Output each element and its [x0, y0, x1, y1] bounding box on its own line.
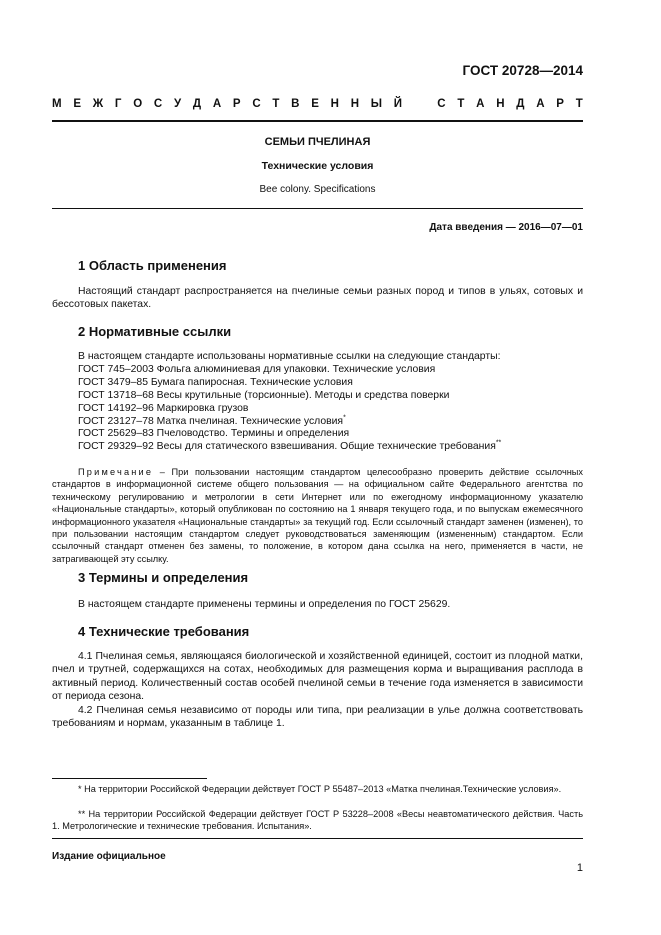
document-code: ГОСТ 20728—2014 — [462, 63, 583, 78]
reference-item: ГОСТ 29329–92 Весы для статического взвешивания. Общие технические требования** — [78, 439, 502, 453]
banner-letter: Т — [575, 98, 583, 110]
normative-references-list — [78, 351, 583, 454]
banner-letter: В — [291, 98, 300, 110]
banner-letter: У — [173, 98, 182, 110]
reference-item: ГОСТ 745–2003 Фольга алюминиевая для упаковки. Технические условия — [78, 363, 436, 375]
banner-letter: Н — [350, 98, 360, 110]
banner-letter: С — [252, 98, 261, 110]
reference-item: ГОСТ 3479–85 Бумага папиросная. Технические условия — [78, 376, 353, 388]
banner-letter: А — [212, 98, 222, 110]
banner-letter: Д — [192, 98, 202, 110]
banner-letter: О — [133, 98, 143, 110]
reference-item: ГОСТ 13718–68 Весы крутильные (торсионные). Методы и средства поверки — [78, 389, 450, 401]
banner-letter: С — [153, 98, 163, 110]
banner-letter: М — [52, 98, 62, 110]
banner-letter: А — [476, 98, 485, 110]
reference-item: ГОСТ 14192–96 Маркировка грузов — [78, 402, 249, 414]
section-2-heading: 2 Нормативные ссылки — [78, 324, 232, 339]
banner-letter: Ж — [92, 98, 104, 110]
banner-letter: Т — [272, 98, 280, 110]
banner-letter: Г — [114, 98, 122, 110]
banner-letter: Т — [457, 98, 465, 110]
reference-item: ГОСТ 23127–78 Матка пчелиная. Технические условия* — [78, 414, 346, 427]
footnote-divider — [52, 778, 207, 779]
introduction-date: Дата введения — 2016—07—01 — [429, 222, 583, 233]
header-divider — [52, 120, 583, 122]
document-title: СЕМЬИ ПЧЕЛИНАЯ — [264, 136, 371, 148]
banner-letter: Р — [556, 98, 564, 110]
footnote-1: * На территории Российской Федерации действует ГОСТ Р 55487–2013 «Матка пчелиная.Технические условия». — [78, 784, 562, 794]
section-3-text: В настоящем стандарте применены термины и определения по ГОСТ 25629. — [78, 599, 451, 610]
english-title: Bee colony. Specifications — [259, 184, 376, 195]
official-edition-label: Издание официальное — [52, 851, 166, 862]
footnote-2: ** На территории Российской Федерации действует ГОСТ Р 53228–2008 «Весы неавтоматического действия. Часть 1. Метрологические и технические требования. Испытания». — [52, 809, 583, 832]
banner-letter: Е — [73, 98, 82, 110]
note-tag: Примечание — [78, 467, 154, 477]
references-note — [52, 466, 583, 565]
note-text: – При пользовании настоящим стандартом целесообразно проверить действие ссылочных стандартов в информационной системе общего пользования — на официальном сайте Федерального агентства по техническому регулированию и метрологии в сети Интернет или по ежегодному информационному указателю «Национальные стандарты», который опубликован по состоянию на 1 января текущего года, и по выпускам ежемесячного информационного указателя «Национальные стандарты» за текущий год. Если ссылочный стандарт заменен (изменен), то при пользовании настоящим стандартом следует руководствоваться заменяющим (измененным) стандартом. Если ссылочный стандарт отменен без замены, то положение, в котором дана ссылка на него, применяется в части, не затрагивающей эту ссылку. — [52, 467, 583, 564]
page-number: 1 — [576, 862, 583, 874]
banner-letter: А — [536, 98, 545, 110]
references-intro: В настоящем стандарте использованы нормативные ссылки на следующие стандарты: — [78, 351, 501, 362]
interstate-standard-banner — [52, 98, 583, 110]
footer-divider — [52, 838, 583, 839]
banner-letter: Н — [330, 98, 339, 110]
document-subtitle: Технические условия — [261, 160, 374, 172]
section-1-text: Настоящий стандарт распространяется на пчелиные семьи разных пород и типов в ульях, сотовых и бессотовых пакетах. — [52, 286, 583, 311]
clause-4-1: 4.1 Пчелиная семья, являющаяся биологической и хозяйственной единицей, состоит из плодной матки, пчел и трутней, содержащихся на сотах, необходимых для размещения корма и выращивания расплода в активный период. Количественный состав особей пчелиной семьи в течение года изменяется в зависимости от периода сезона. — [52, 651, 583, 702]
banner-letter: Р — [232, 98, 241, 110]
banner-letter: Й — [393, 98, 403, 110]
title-divider — [52, 208, 583, 209]
section-4-heading: 4 Технические требования — [78, 624, 250, 639]
banner-letter: Н — [496, 98, 505, 110]
banner-letter: С — [437, 98, 446, 110]
banner-letter: Е — [311, 98, 319, 110]
clause-4-2: 4.2 Пчелиная семья независимо от породы или типа, при реализации в улье должна соответствовать требованиям и нормам, указанным в таблице 1. — [52, 705, 583, 730]
section-1-heading: 1 Область применения — [78, 258, 227, 273]
reference-item: ГОСТ 25629–83 Пчеловодство. Термины и определения — [78, 428, 350, 440]
banner-letter: Ы — [370, 98, 383, 110]
section-3-heading: 3 Термины и определения — [78, 570, 249, 585]
banner-letter: Д — [516, 98, 525, 110]
